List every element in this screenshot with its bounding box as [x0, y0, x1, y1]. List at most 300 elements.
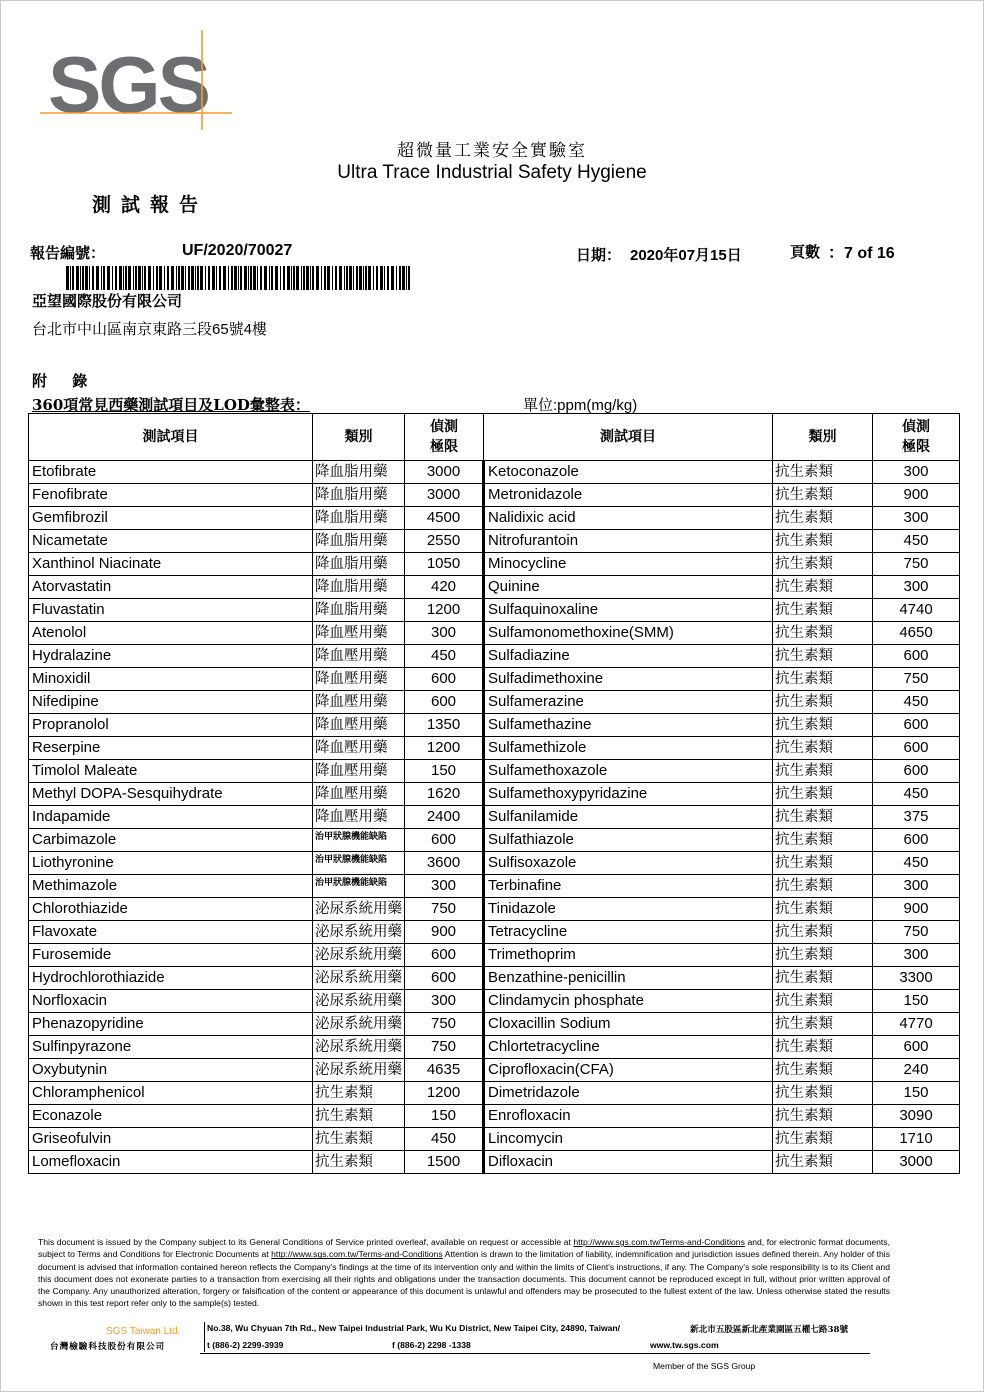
barcode-bar [212, 266, 215, 290]
cell-left-lod: 750 [405, 1036, 484, 1059]
barcode-bar [399, 266, 401, 290]
cell-left-item: Fluvastatin [29, 599, 313, 622]
barcode-bar [123, 266, 124, 290]
cell-left-category: 抗生素類 [313, 1082, 405, 1105]
cell-right-item: Sulfadimethoxine [484, 668, 773, 691]
cell-right-item: Nitrofurantoin [484, 530, 773, 553]
company-fax: f (886-2) 2298 -1338 [392, 1340, 471, 1350]
barcode-bar [406, 266, 407, 290]
cell-right-lod: 900 [873, 898, 960, 921]
cell-right-item: Nalidixic acid [484, 507, 773, 530]
logo-text: SGS [48, 40, 208, 129]
company-tel: t (886-2) 2299-3939 [207, 1340, 284, 1350]
cell-left-category: 泌尿系統用藥 [313, 944, 405, 967]
cell-right-category: 抗生素類 [773, 599, 873, 622]
table-row [29, 714, 960, 737]
cell-left-category: 抗生素類 [313, 1128, 405, 1151]
barcode-bar [205, 266, 206, 290]
cell-left-lod: 600 [405, 829, 484, 852]
cell-left-item: Timolol Maleate [29, 760, 313, 783]
barcode-bar [240, 266, 242, 290]
cell-left-item: Reserpine [29, 737, 313, 760]
cell-left-item: Xanthinol Niacinate [29, 553, 313, 576]
cell-right-lod: 450 [873, 783, 960, 806]
barcode-bar [234, 266, 237, 290]
barcode-bar [200, 266, 203, 290]
cell-left-category: 降血脂用藥 [313, 553, 405, 576]
report-no-label: 報告編號： [30, 244, 106, 262]
barcode-bar [112, 266, 113, 290]
cell-left-category: 降血壓用藥 [313, 714, 405, 737]
barcode-bar [167, 266, 169, 290]
unit-label: 單位:ppm(mg/kg) [523, 397, 638, 414]
cell-right-category: 抗生素類 [773, 852, 873, 875]
cell-right-category: 抗生素類 [773, 875, 873, 898]
cell-right-category: 抗生素類 [773, 829, 873, 852]
barcode-bar [321, 266, 322, 290]
barcode-bar [260, 266, 262, 290]
barcode-bar [312, 266, 314, 290]
cell-right-category: 抗生素類 [773, 553, 873, 576]
company-name-en: SGS Taiwan Ltd. [106, 1326, 181, 1337]
table-row [29, 461, 960, 484]
barcode-bar [291, 266, 292, 290]
barcode-bar [153, 266, 154, 290]
cell-left-item: Etofibrate [29, 461, 313, 484]
barcode-bar [365, 266, 367, 290]
cell-right-lod: 1710 [873, 1128, 960, 1151]
cell-left-lod: 1620 [405, 783, 484, 806]
cell-left-lod: 1200 [405, 599, 484, 622]
table-row [29, 1082, 960, 1105]
company-address-zh: 新北市五股區新北產業園區五權七路38號 [690, 1325, 849, 1335]
cell-right-lod: 750 [873, 668, 960, 691]
cell-left-category: 降血脂用藥 [313, 530, 405, 553]
report-no: UF/2020/70027 [182, 242, 293, 259]
pages-label: 頁數 [790, 243, 821, 261]
barcode-bar [339, 266, 342, 290]
cell-right-category: 抗生素類 [773, 806, 873, 829]
table-row [29, 1151, 960, 1174]
cell-right-category: 抗生素類 [773, 484, 873, 507]
terms-link-1[interactable]: http://www.sgs.com.tw/Terms-and-Conditions [573, 1237, 745, 1247]
barcode-bar [356, 266, 358, 290]
lab-name-zh: 超微量工業安全實驗室 [397, 141, 587, 161]
barcode-bar [349, 266, 352, 290]
table-row [29, 990, 960, 1013]
table-row [29, 737, 960, 760]
table-row [29, 760, 960, 783]
cell-left-item: Carbimazole [29, 829, 313, 852]
cell-left-item: Oxybutynin [29, 1059, 313, 1082]
cell-left-lod: 150 [405, 1105, 484, 1128]
cell-right-lod: 600 [873, 829, 960, 852]
barcode-bar [244, 266, 247, 290]
barcode-image [66, 266, 410, 290]
cell-right-lod: 4770 [873, 1013, 960, 1036]
cell-right-item: Terbinafine [484, 875, 773, 898]
barcode-bar [380, 266, 383, 290]
barcode-bar [301, 266, 302, 290]
cell-left-category: 治甲狀腺機能缺陷 [313, 875, 405, 898]
barcode-bar [306, 266, 309, 290]
barcode-bar [264, 266, 267, 290]
table-row [29, 921, 960, 944]
cell-right-lod: 600 [873, 714, 960, 737]
cell-right-item: Sulfamerazine [484, 691, 773, 714]
barcode-bar [250, 266, 252, 290]
barcode-bar [164, 266, 165, 290]
barcode-bar [115, 266, 117, 290]
table-row [29, 599, 960, 622]
cell-right-lod: 4650 [873, 622, 960, 645]
barcode-bar [344, 266, 345, 290]
table-row [29, 1105, 960, 1128]
cell-right-lod: 300 [873, 875, 960, 898]
barcode-bar [148, 266, 151, 290]
cell-left-lod: 1200 [405, 1082, 484, 1105]
cell-left-item: Econazole [29, 1105, 313, 1128]
cell-left-lod: 300 [405, 990, 484, 1013]
barcode-bar [135, 266, 137, 290]
barcode-bar [195, 266, 196, 290]
cell-right-category: 抗生素類 [773, 1105, 873, 1128]
cell-right-lod: 375 [873, 806, 960, 829]
cell-left-item: Gemfibrozil [29, 507, 313, 530]
barcode-bar [128, 266, 131, 290]
cell-left-item: Indapamide [29, 806, 313, 829]
table-row [29, 645, 960, 668]
cell-right-lod: 900 [873, 484, 960, 507]
cell-left-item: Methyl DOPA-Sesquihydrate [29, 783, 313, 806]
barcode-bar [185, 266, 186, 290]
cell-left-item: Methimazole [29, 875, 313, 898]
cell-left-lod: 1200 [405, 737, 484, 760]
cell-left-category: 降血壓用藥 [313, 668, 405, 691]
cell-left-category: 降血壓用藥 [313, 783, 405, 806]
cell-left-category: 抗生素類 [313, 1151, 405, 1174]
terms-link-2[interactable]: http://www.sgs.com.tw/Terms-and-Conditions [271, 1249, 443, 1260]
cell-right-category: 抗生素類 [773, 507, 873, 530]
cell-left-lod: 2550 [405, 530, 484, 553]
table-row [29, 484, 960, 507]
barcode-bar [303, 266, 305, 290]
table-row [29, 507, 960, 530]
cell-left-category: 降血脂用藥 [313, 484, 405, 507]
cell-left-lod: 450 [405, 645, 484, 668]
report-title: 測試報告 [92, 194, 209, 216]
header-category-right: 類別 [773, 414, 873, 461]
cell-right-lod: 3090 [873, 1105, 960, 1128]
cell-right-lod: 300 [873, 576, 960, 599]
cell-right-lod: 750 [873, 553, 960, 576]
barcode-bar [283, 266, 285, 290]
cell-right-category: 抗生素類 [773, 461, 873, 484]
cell-left-item: Atorvastatin [29, 576, 313, 599]
barcode-bar [275, 266, 278, 290]
cell-right-item: Dimetridazole [484, 1082, 773, 1105]
barcode-bar [384, 266, 385, 290]
cell-left-lod: 1350 [405, 714, 484, 737]
cell-left-lod: 3600 [405, 852, 484, 875]
cell-left-category: 降血壓用藥 [313, 645, 405, 668]
barcode-bar [208, 266, 210, 290]
cell-left-category: 降血壓用藥 [313, 760, 405, 783]
cell-right-lod: 150 [873, 1082, 960, 1105]
report-date: 2020年07月15日 [630, 247, 742, 264]
cell-right-item: Tetracycline [484, 921, 773, 944]
barcode-bar [125, 266, 127, 290]
cell-right-item: Sulfaquinoxaline [484, 599, 773, 622]
cell-left-item: Nicametate [29, 530, 313, 553]
barcode-bar [373, 266, 374, 290]
cell-right-category: 抗生素類 [773, 1059, 873, 1082]
table-row [29, 829, 960, 852]
cell-left-lod: 600 [405, 668, 484, 691]
cell-left-item: Sulfinpyrazone [29, 1036, 313, 1059]
table-row [29, 944, 960, 967]
cell-right-category: 抗生素類 [773, 1036, 873, 1059]
barcode-bar [257, 266, 258, 290]
cell-right-item: Trimethoprim [484, 944, 773, 967]
cell-left-item: Propranolol [29, 714, 313, 737]
cell-right-lod: 3300 [873, 967, 960, 990]
barcode-bar [219, 266, 221, 290]
cell-left-category: 抗生素類 [313, 1105, 405, 1128]
client-address: 台北市中山區南京東路三段65號4樓 [32, 321, 268, 338]
cell-left-lod: 600 [405, 967, 484, 990]
barcode-bar [103, 266, 105, 290]
barcode-bar [238, 266, 239, 290]
cell-left-lod: 600 [405, 691, 484, 714]
cell-right-item: Sulfamethazine [484, 714, 773, 737]
cell-left-item: Minoxidil [29, 668, 313, 691]
cell-right-lod: 300 [873, 507, 960, 530]
barcode-bar [310, 266, 311, 290]
cell-right-item: Sulfamethoxazole [484, 760, 773, 783]
barcode-bar [231, 266, 233, 290]
barcode-bar [176, 266, 177, 290]
cell-left-category: 降血壓用藥 [313, 622, 405, 645]
cell-right-item: Ciprofloxacin(CFA) [484, 1059, 773, 1082]
table-row [29, 691, 960, 714]
cell-right-lod: 600 [873, 1036, 960, 1059]
appendix-label: 附 錄 [32, 372, 98, 390]
cell-right-category: 抗生素類 [773, 1013, 873, 1036]
cell-right-category: 抗生素類 [773, 576, 873, 599]
barcode-bar [142, 266, 143, 290]
cell-left-lod: 1050 [405, 553, 484, 576]
barcode-bar [197, 266, 199, 290]
cell-right-item: Sulfathiazole [484, 829, 773, 852]
cell-left-item: Lomefloxacin [29, 1151, 313, 1174]
table-row [29, 1013, 960, 1036]
barcode-bar [92, 266, 94, 290]
barcode-bar [269, 266, 270, 290]
cell-right-item: Quinine [484, 576, 773, 599]
cell-right-lod: 600 [873, 737, 960, 760]
cell-right-category: 抗生素類 [773, 1151, 873, 1174]
cell-left-lod: 4500 [405, 507, 484, 530]
barcode-bar [80, 266, 81, 290]
cell-left-category: 治甲狀腺機能缺陷 [313, 829, 405, 852]
barcode-bar [72, 266, 74, 290]
cell-right-category: 抗生素類 [773, 691, 873, 714]
cell-right-lod: 750 [873, 921, 960, 944]
cell-left-lod: 4635 [405, 1059, 484, 1082]
table-row [29, 852, 960, 875]
barcode-bar [335, 266, 337, 290]
cell-right-category: 抗生素類 [773, 990, 873, 1013]
barcode-bar [156, 266, 158, 290]
barcode-bar [223, 266, 226, 290]
cell-right-item: Benzathine-penicillin [484, 967, 773, 990]
table-row [29, 1128, 960, 1151]
cell-left-category: 降血脂用藥 [313, 599, 405, 622]
cell-left-category: 降血脂用藥 [313, 507, 405, 530]
cell-left-lod: 1500 [405, 1151, 484, 1174]
cell-right-item: Sulfadiazine [484, 645, 773, 668]
footer-divider [204, 1322, 205, 1352]
cell-left-category: 泌尿系統用藥 [313, 1013, 405, 1036]
header-item-right: 測試項目 [484, 414, 773, 461]
cell-left-lod: 450 [405, 1128, 484, 1151]
table-row [29, 668, 960, 691]
barcode-bar [96, 266, 99, 290]
barcode-bar [82, 266, 84, 290]
cell-right-item: Tinidazole [484, 898, 773, 921]
header-lod-left: 偵測 極限 [405, 414, 484, 461]
cell-right-category: 抗生素類 [773, 921, 873, 944]
barcode-bar [368, 266, 371, 290]
barcode-bar [85, 266, 88, 290]
table-header-row [29, 414, 960, 461]
cell-left-item: Atenolol [29, 622, 313, 645]
cell-left-lod: 750 [405, 898, 484, 921]
table-row [29, 875, 960, 898]
cell-right-item: Metronidazole [484, 484, 773, 507]
barcode-bar [119, 266, 122, 290]
cell-right-category: 抗生素類 [773, 714, 873, 737]
cell-left-item: Chloramphenicol [29, 1082, 313, 1105]
barcode-bar [327, 266, 330, 290]
cell-right-category: 抗生素類 [773, 783, 873, 806]
barcode-bar [138, 266, 141, 290]
barcode-bar [133, 266, 134, 290]
table-row [29, 967, 960, 990]
company-name-zh: 台灣檢驗科技股份有限公司 [50, 1342, 166, 1352]
cell-left-lod: 150 [405, 760, 484, 783]
cell-left-item: Furosemide [29, 944, 313, 967]
cell-left-item: Flavoxate [29, 921, 313, 944]
barcode-bar [280, 266, 281, 290]
barcode-bar [396, 266, 397, 290]
cell-left-lod: 300 [405, 622, 484, 645]
table-row [29, 806, 960, 829]
company-address-en: No.38, Wu Chyuan 7th Rd., New Taipei Industrial Park, Wu Ku District, New Taipei City, 24890, Taiwan/ [207, 1323, 621, 1333]
cell-left-category: 治甲狀腺機能缺陷 [313, 852, 405, 875]
footer-disclaimer: This document is issued by the Company subject to its General Conditions of Service printed overleaf, available on request or accessible at http://www.sgs.com.tw/Terms-and-Conditions and, for electronic format documents, subject to Terms and Conditions for Electronic Documents at http://www.sgs.com.tw/Terms-and-Conditions Attention is drawn to the limitation of liability, indemnification and jurisdiction issues defined therein. Any holder of this document is advised that information contained hereon reflects the Company's findings at the time of its intervention only and within the limits of Client's instructions, if any. The Company's sole responsibility is to its Client and this document does not exonerate parties to a transaction from exercising all their rights and obligations under the transaction documents. This document cannot be reproduced except in full, without prior written approval of the Company. Any unauthorized alteration, forgery or falsification of the content or appearance of this document is unlawful and offenders may be prosecuted to the fullest extent of the law. Unless otherwise stated the results shown in this test report refer only to the sample(s) tested. [38, 1237, 891, 1309]
cell-right-lod: 300 [873, 461, 960, 484]
barcode-bar [228, 266, 229, 290]
cell-right-lod: 300 [873, 944, 960, 967]
barcode-bar [332, 266, 333, 290]
barcode-bar [346, 266, 348, 290]
client-name: 亞望國際股份有限公司 [32, 293, 183, 310]
cell-left-category: 降血壓用藥 [313, 806, 405, 829]
cell-right-item: Clindamycin phosphate [484, 990, 773, 1013]
barcode-bar [107, 266, 110, 290]
cell-right-lod: 600 [873, 760, 960, 783]
company-web[interactable]: www.tw.sgs.com [650, 1340, 719, 1350]
cell-right-lod: 450 [873, 852, 960, 875]
header-item-left: 測試項目 [29, 414, 313, 461]
cell-right-category: 抗生素類 [773, 1082, 873, 1105]
cell-right-lod: 3000 [873, 1151, 960, 1174]
cell-right-category: 抗生素類 [773, 668, 873, 691]
table-row [29, 783, 960, 806]
barcode-bar [353, 266, 354, 290]
barcode-bar [408, 266, 410, 290]
cell-left-item: Fenofibrate [29, 484, 313, 507]
cell-left-category: 泌尿系統用藥 [313, 898, 405, 921]
cell-left-category: 泌尿系統用藥 [313, 1059, 405, 1082]
cell-right-category: 抗生素類 [773, 898, 873, 921]
table-row [29, 1059, 960, 1082]
page-count: ：7 of 16 [828, 245, 895, 262]
barcode-bar [188, 266, 190, 290]
cell-left-category: 降血脂用藥 [313, 576, 405, 599]
barcode-bar [76, 266, 79, 290]
barcode-bar [296, 266, 299, 290]
barcode-bar [391, 266, 394, 290]
cell-right-item: Sulfanilamide [484, 806, 773, 829]
barcode-bar [248, 266, 249, 290]
cell-left-category: 降血壓用藥 [313, 691, 405, 714]
cell-right-category: 抗生素類 [773, 530, 873, 553]
cell-left-lod: 600 [405, 944, 484, 967]
barcode-bar [171, 266, 174, 290]
cell-left-category: 泌尿系統用藥 [313, 1036, 405, 1059]
table-title: 360項常見西藥測試項目及LOD彙整表： [32, 396, 310, 414]
header-category-left: 類別 [313, 414, 405, 461]
cell-left-category: 泌尿系統用藥 [313, 921, 405, 944]
cell-right-item: Cloxacillin Sodium [484, 1013, 773, 1036]
table-row [29, 553, 960, 576]
barcode-bar [178, 266, 180, 290]
cell-left-item: Chlorothiazide [29, 898, 313, 921]
cell-right-item: Minocycline [484, 553, 773, 576]
cell-left-item: Hydrochlorothiazide [29, 967, 313, 990]
table-row [29, 576, 960, 599]
cell-left-category: 泌尿系統用藥 [313, 990, 405, 1013]
barcode-bar [402, 266, 405, 290]
cell-left-category: 泌尿系統用藥 [313, 967, 405, 990]
barcode-bar [376, 266, 378, 290]
cell-right-category: 抗生素類 [773, 760, 873, 783]
cell-right-lod: 150 [873, 990, 960, 1013]
barcode-bar [89, 266, 90, 290]
footer-rule [200, 1353, 870, 1354]
cell-left-lod: 420 [405, 576, 484, 599]
barcode-bar [287, 266, 290, 290]
cell-left-lod: 3000 [405, 461, 484, 484]
lod-table [28, 413, 960, 1174]
cell-right-category: 抗生素類 [773, 967, 873, 990]
sgs-logo [40, 28, 240, 138]
cell-right-item: Sulfamonomethoxine(SMM) [484, 622, 773, 645]
cell-left-item: Hydralazine [29, 645, 313, 668]
